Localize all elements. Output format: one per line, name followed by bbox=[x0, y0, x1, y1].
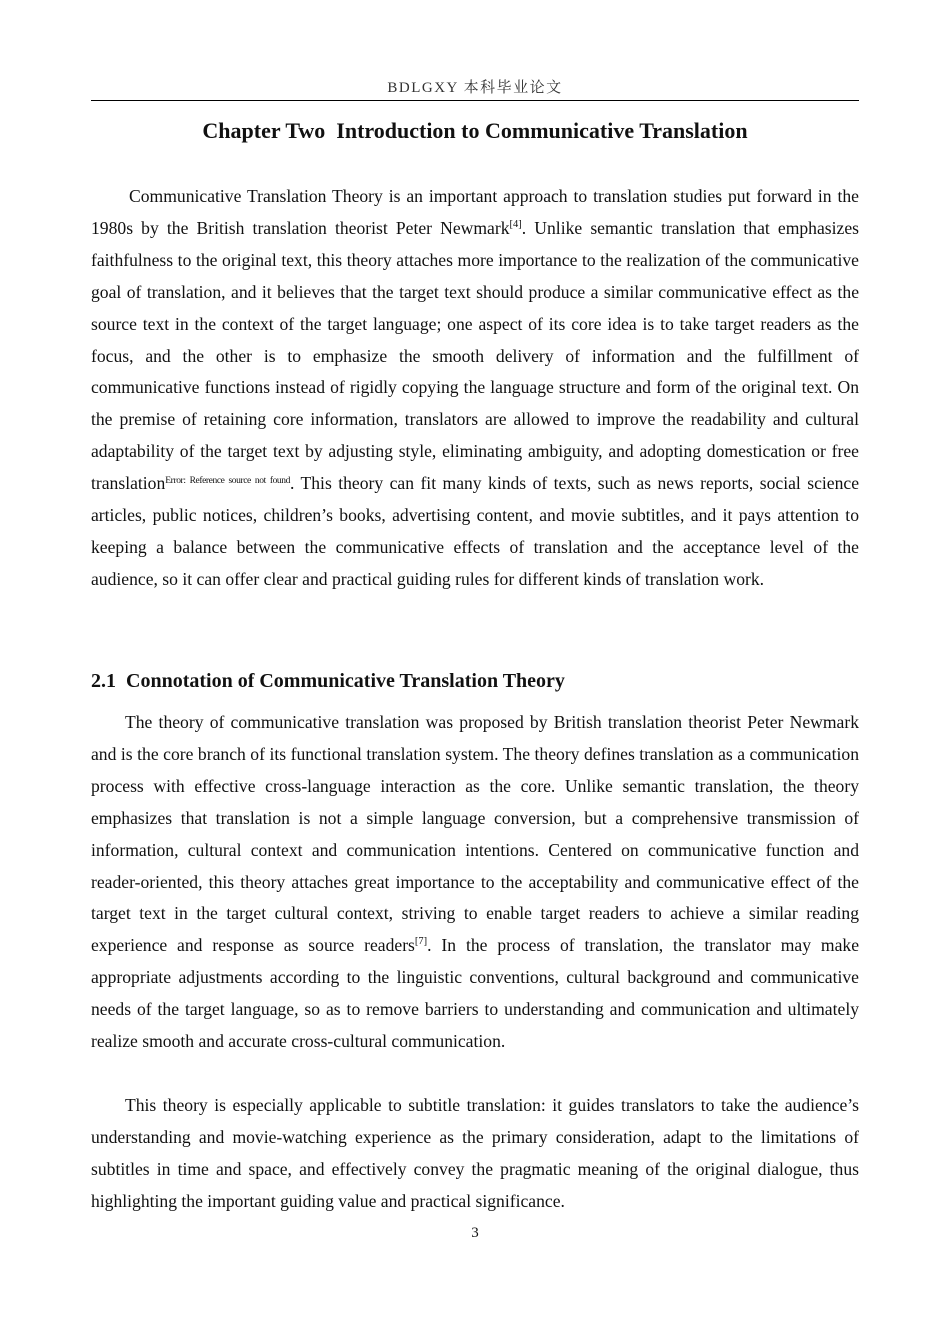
paragraph-intro bbox=[91, 181, 859, 596]
citation-ref-7: [7] bbox=[414, 936, 428, 948]
paragraph-connotation-text-1: The theory of communicative translation was proposed by British translation theorist Peter Newmark and is the core branch of its functional translation system. The theory defines translation as a communication process with effective cross-language interaction as the core. Unlike semantic translation, the theory emphasizes that translation is not a simple language conversion, but a comprehensive transmission of information, cultural context and communication intentions. Centered on communicative function and reader-oriented, this theory attaches great importance to the acceptability and communicative effect of the target text in the target cultural context, striving to enable target readers to achieve a similar reading experience and response as source readers bbox=[91, 712, 859, 956]
citation-ref-4: [4] bbox=[509, 218, 522, 230]
paragraph-connotation-text-2: . In the process of translation, the translator may make appropriate adjustments according to the linguistic conventions, cultural background and communicative needs of the target language, so as to remove barriers to understanding and communication and ultimately realize smooth and accurate cross-cultural communication. bbox=[91, 935, 860, 1052]
citation-ref-error: Error: Reference source not found bbox=[165, 476, 290, 487]
paragraph-connotation bbox=[91, 707, 859, 1058]
paragraph-intro-text-1: Communicative Translation Theory is an important approach to translation studies put forward in the 1980s by the British translation theorist Peter Newmark bbox=[91, 186, 859, 238]
running-header: BDLGXY 本科毕业论文 bbox=[387, 80, 563, 96]
section-heading-2-1: 2.1 Connotation of Communicative Translation Theory bbox=[91, 670, 565, 692]
paragraph-subtitle-application: This theory is especially applicable to subtitle translation: it guides translators to take the audience’s understanding and movie-watching experience as the primary consideration, adapt to the limitations of subtitles in time and space, and effectively convey the pragmatic meaning of the original dialogue, thus highlighting the important guiding value and practical significance. bbox=[91, 1095, 859, 1211]
page-number: 3 bbox=[471, 1225, 479, 1241]
chapter-title: Chapter Two Introduction to Communicative Translation bbox=[202, 118, 748, 143]
paragraph-intro-text-2: . Unlike semantic translation that emphasizes faithfulness to the original text, this theory attaches more importance to the realization of the communicative goal of translation, and it believes that the target text should produce a similar communicative effect as the source text in the context of the target language; one aspect of its core idea is to take target readers as the focus, and the other is to emphasize the smooth delivery of information and the fulfillment of communicative functions instead of rigidly copying the language structure and form of the original text. On the premise of retaining core information, translators are allowed to improve the readability and cultural adaptability of the target text by adjusting style, eliminating ambiguity, and adopting domestication or free translation bbox=[91, 217, 859, 494]
header-rule bbox=[91, 100, 859, 101]
paragraph-intro-text-3: . This theory can fit many kinds of texts, such as news reports, social science articles, public notices, children’s books, advertising content, and movie subtitles, and it pays attention to keeping a balance between the communicative effects of translation and the acceptance level of the audience, so it can offer clear and practical guiding rules for different kinds of translation work. bbox=[91, 473, 860, 589]
